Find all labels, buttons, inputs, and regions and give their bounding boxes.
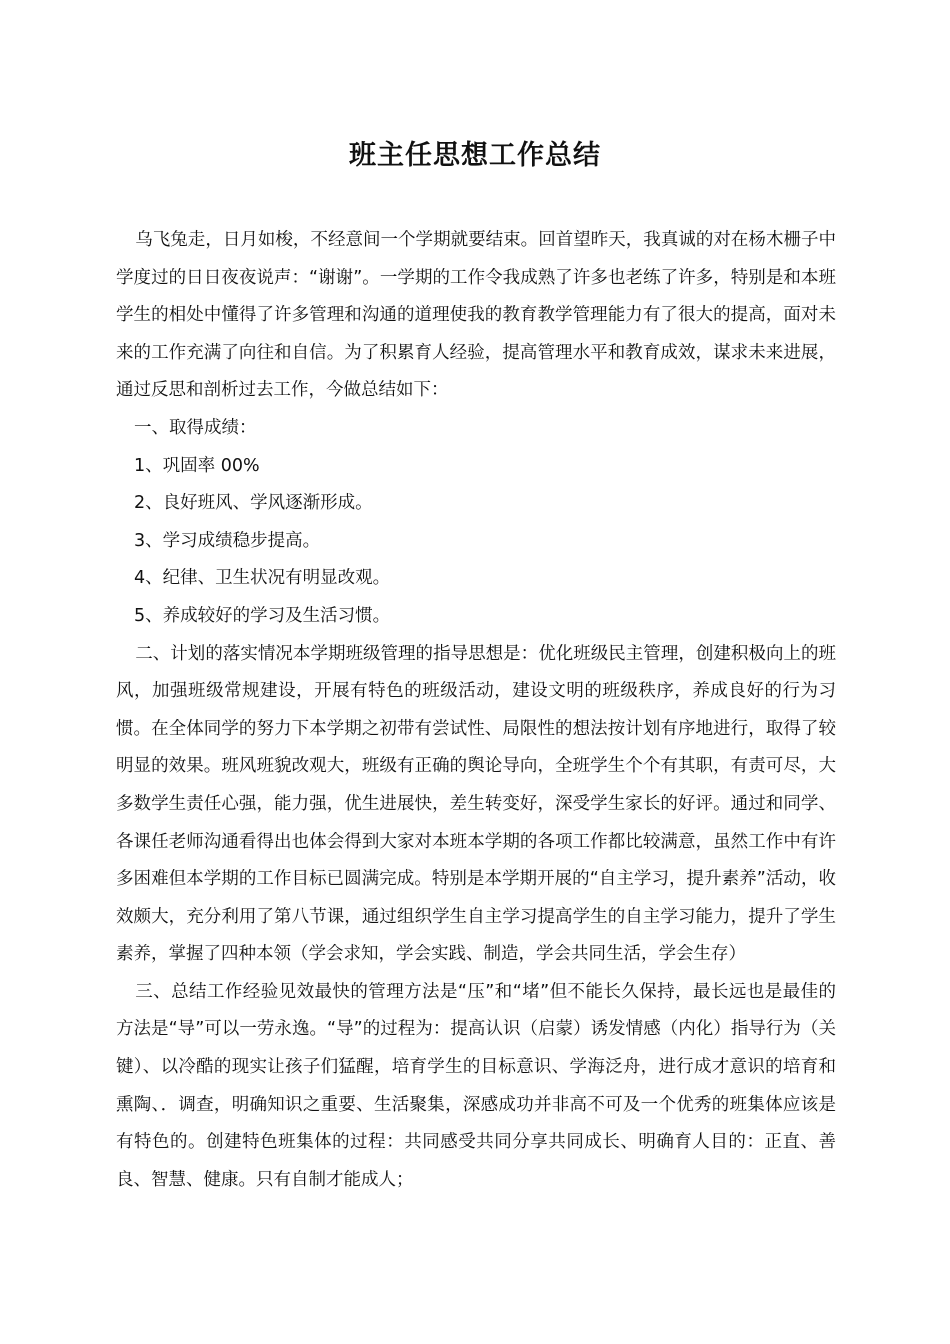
document-body — [116, 222, 836, 1199]
achievement-item: 5、养成较好的学习及生活习惯。 — [134, 605, 391, 626]
achievement-item: 1、巩固率 00% — [134, 455, 260, 476]
plan-implementation-paragraph: 二、计划的落实情况本学期班级管理的指导思想是：优化班级民主管理，创建积极向上的班风，加强班级常规建设，开展有特色的班级活动，建设文明的班级秩序，养成良好的行为习惯。在全体同学的努力下本学期之初带有尝试性、局限性的想法按计划有序地进行，取得了较明显的效果。班风班貌改观大，班级有正确的舆论导向，全班学生个个有其职，有责可尽，大多数学生责任心强，能力强，优生进展快，差生转变好，深受学生家长的好评。通过和同学、各课任老师沟通看得出也体会得到大家对本班本学期的各项工作都比较满意，虽然工作中有许多困难但本学期的工作目标已圆满完成。特别是本学期开展的“自主学习，提升素养”活动，收效颇大，充分利用了第八节课，通过组织学生自主学习提高学生的自主学习能力，提升了学生素养，掌握了四种本领（学会求知，学会实践、制造，学会共同生活，学会生存） — [116, 643, 836, 965]
page-title: 班主任思想工作总结 — [349, 140, 601, 171]
section-heading-achievements: 一、取得成绩： — [134, 417, 257, 438]
experience-summary-paragraph: 三、总结工作经验见效最快的管理方法是“压”和“堵”但不能长久保持，最长远也是最佳的方法是“导”可以一劳永逸。“导”的过程为：提高认识（启蒙）诱发情感（内化）指导行为（关键）、以冷酷的现实让孩子们猛醒，培育学生的目标意识、学海泛舟，进行成才意识的培育和熏陶、．调查，明确知识之重要、生活聚集，深感成功并非高不可及一个优秀的班集体应该是有特色的。创建特色班集体的过程：共同感受共同分享共同成长、明确育人目的：正直、善良、智慧、健康。只有自制才能成人； — [116, 981, 836, 1190]
intro-paragraph: 乌飞兔走，日月如梭，不经意间一个学期就要结束。回首望昨天，我真诚的对在杨木栅子中学度过的日日夜夜说声：“谢谢”。一学期的工作令我成熟了许多也老练了许多，特别是和本班学生的相处中懂得了许多管理和沟通的道理使我的教育教学管理能力有了很大的提高，面对未来的工作充满了向往和自信。为了积累育人经验，提高管理水平和教育成效，谋求未来进展，通过反思和剖析过去工作，今做总结如下： — [116, 230, 836, 401]
achievement-item: 2、良好班风、学风逐渐形成。 — [134, 493, 373, 514]
achievement-item: 4、纪律、卫生状况有明显改观。 — [134, 568, 391, 589]
achievement-item: 3、学习成绩稳步提高。 — [134, 530, 321, 551]
